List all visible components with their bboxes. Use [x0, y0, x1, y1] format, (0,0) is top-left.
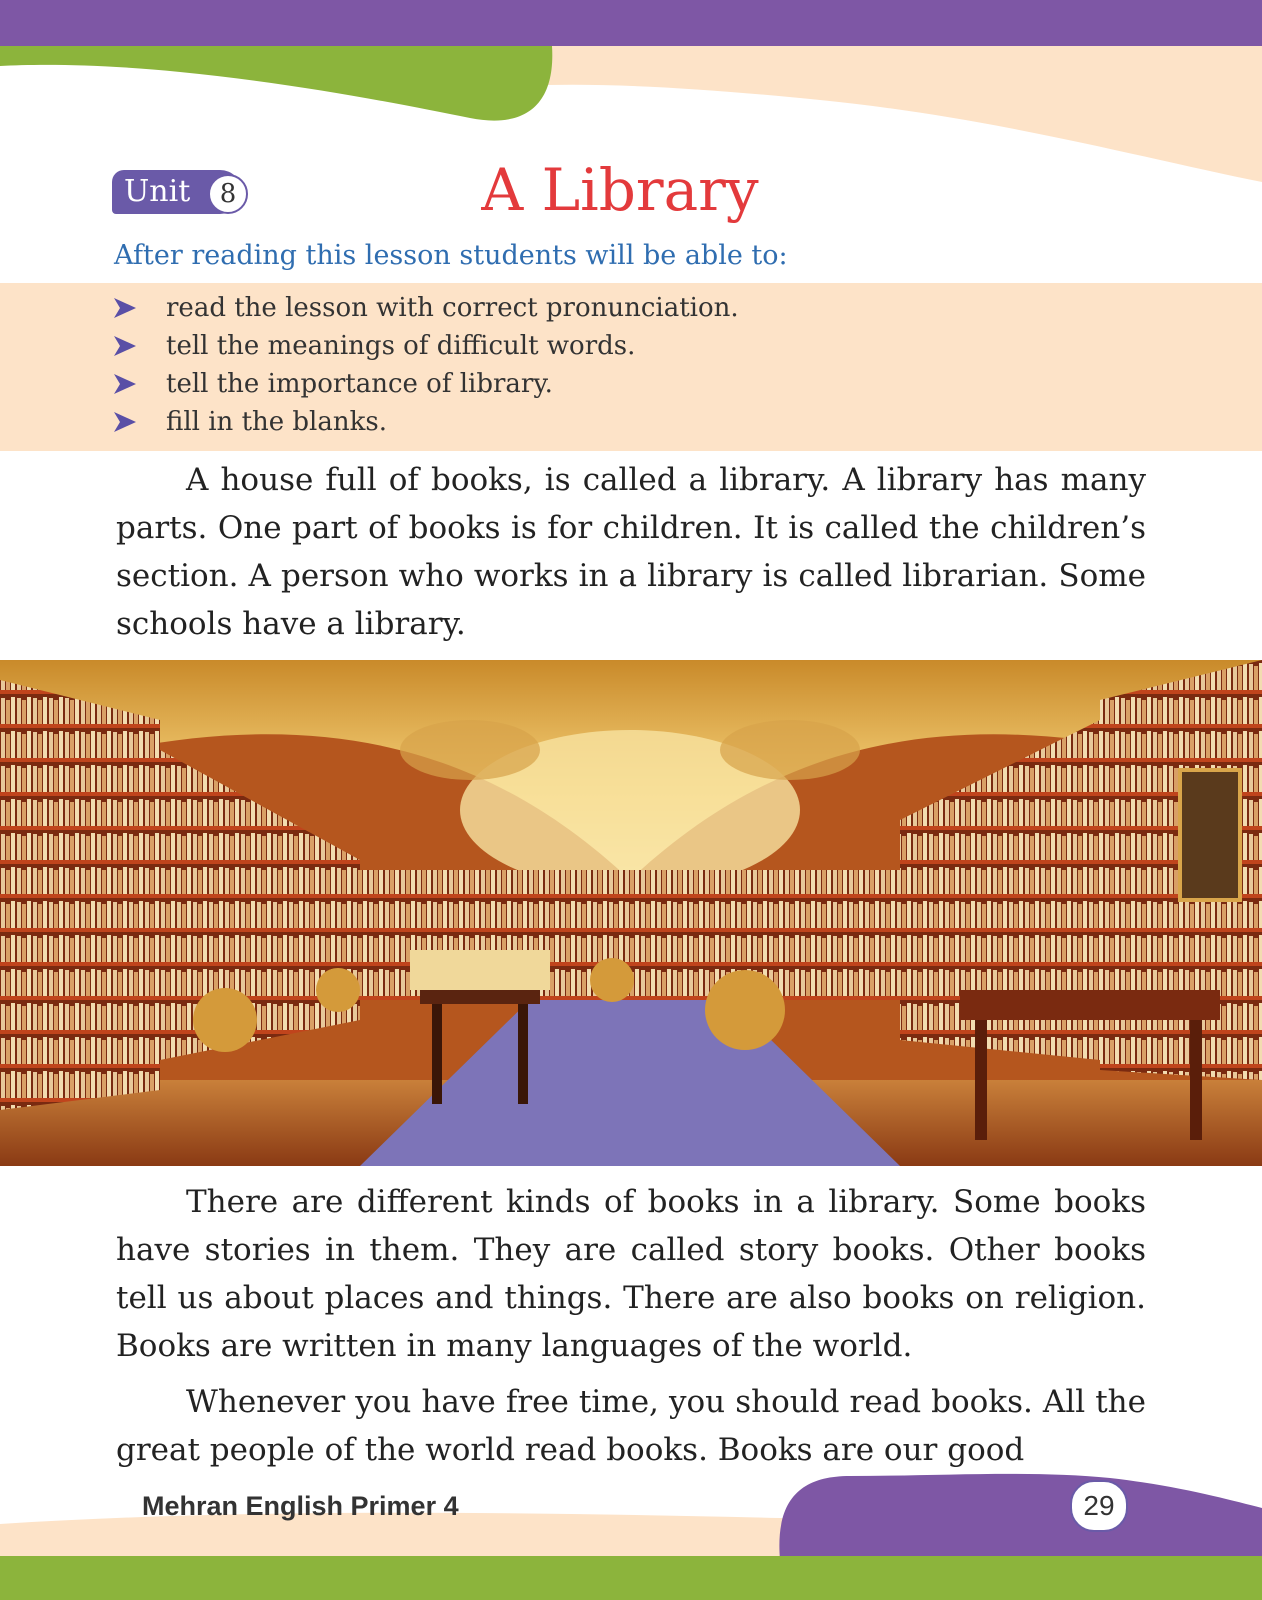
- objective-text: tell the importance of library.: [166, 369, 553, 399]
- objectives-box: [0, 283, 1262, 451]
- objective-text: read the lesson with correct pronunciation.: [166, 293, 739, 323]
- objective-item: [0, 327, 739, 365]
- unit-badge: [112, 170, 250, 216]
- bottom-purple-blob: [779, 1474, 1262, 1560]
- lesson-title: A Library: [481, 156, 759, 224]
- objective-text: tell the meanings of difficult words.: [166, 331, 636, 361]
- bullet-arrow-icon: [114, 412, 136, 432]
- page-number: 29: [1070, 1480, 1128, 1532]
- objective-item: [0, 289, 739, 327]
- bullet-arrow-icon: [114, 374, 136, 394]
- unit-label: Unit: [124, 174, 191, 209]
- top-purple-band: [0, 0, 1262, 46]
- unit-number: 8: [208, 174, 248, 214]
- objective-text: fill in the blanks.: [166, 407, 387, 437]
- paragraph-intro: A house full of books, is called a library. A library has many parts. One part of books is for children. It is called the children’s section. A person who works in a library is called librarian. Some schools have a library.: [116, 462, 1146, 642]
- objective-item: [0, 365, 739, 403]
- bottom-green-band: [0, 1556, 1262, 1600]
- top-green-blob: [0, 46, 552, 121]
- bullet-arrow-icon: [114, 336, 136, 356]
- objective-item: [0, 403, 739, 441]
- library-photo: [0, 660, 1262, 1166]
- paragraph-free-time: Whenever you have free time, you should read books. All the great people of the world read books. Books are our good: [116, 1384, 1146, 1468]
- paragraph-kinds-of-books: There are different kinds of books in a library. Some books have stories in them. They are called story books. Other books tell us about places and things. There are also books on religion. Books are written in many languages of the world.: [116, 1184, 1146, 1364]
- footer-book-title: Mehran English Primer 4: [142, 1491, 459, 1521]
- objectives-intro: After reading this lesson students will be able to:: [114, 240, 788, 271]
- bullet-arrow-icon: [114, 298, 136, 318]
- objectives-list: [0, 289, 739, 441]
